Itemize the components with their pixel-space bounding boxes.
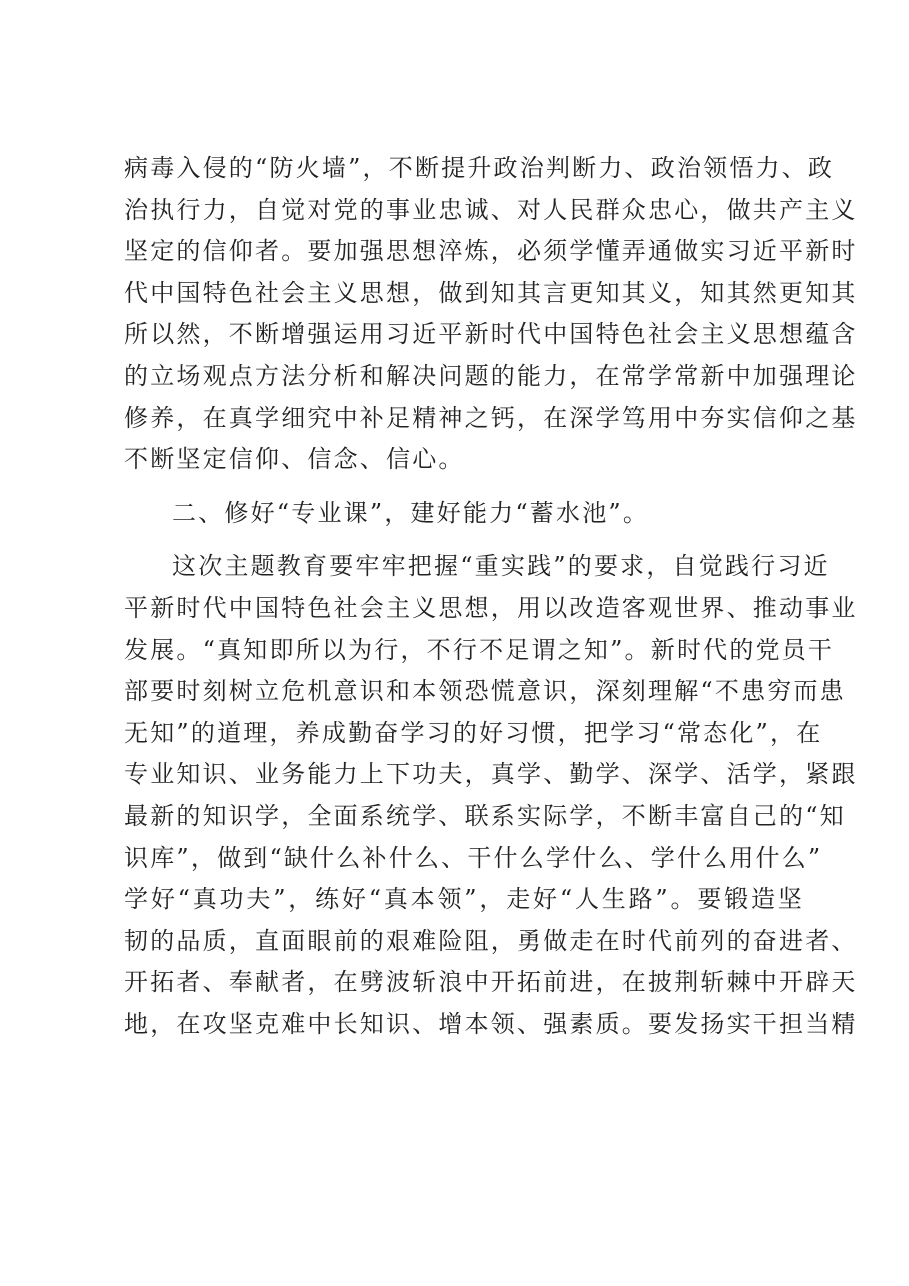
paragraph-line: 坚定的信仰者。要加强思想淬炼，必须学懂弄通做实习近平新时 bbox=[124, 237, 858, 266]
paragraph-line: 的立场观点方法分析和解决问题的能力，在常学常新中加强理论 bbox=[124, 361, 858, 390]
paragraph-line: 识库”，做到“缺什么补什么、干什么学什么、学什么用什么” bbox=[124, 843, 823, 872]
paragraph-line: 修养，在真学细究中补足精神之钙，在深学笃用中夯实信仰之基 bbox=[124, 403, 858, 432]
paragraph-line: 这次主题教育要牢牢把握“重实践”的要求，自觉践行习近 bbox=[172, 552, 830, 581]
paragraph-line: 代中国特色社会主义思想，做到知其言更知其义，知其然更知其 bbox=[124, 278, 858, 307]
paragraph-line: 学好“真功夫”，练好“真本领”，走好“人生路”。要锻造坚 bbox=[124, 885, 804, 914]
paragraph-line: 治执行力，自觉对党的事业忠诚、对人民群众忠心，做共产主义 bbox=[124, 195, 858, 224]
paragraph-line: 无知”的道理，养成勤奋学习的好习惯，把学习“常态化”，在 bbox=[124, 718, 823, 747]
paragraph-line: 病毒入侵的“防火墙”，不断提升政治判断力、政治领悟力、政 bbox=[124, 154, 835, 182]
paragraph-line: 地，在攻坚克难中长知识、增本领、强素质。要发扬实干担当精 bbox=[124, 1009, 858, 1038]
paragraph-1 bbox=[124, 148, 858, 481]
section-heading: 二、修好“专业课”，建好能力“蓄水池”。 bbox=[172, 498, 650, 527]
paragraph-line: 发展。“真知即所以为行，不行不足谓之知”。新时代的党员干 bbox=[124, 635, 835, 664]
paragraph-line: 所以然，不断增强运用习近平新时代中国特色社会主义思想蕴含 bbox=[124, 320, 858, 349]
document-body bbox=[124, 148, 858, 1045]
spacer bbox=[124, 534, 804, 546]
paragraph-line: 部要时刻树立危机意识和本领恐慌意识，深刻理解“不患穷而患 bbox=[124, 677, 846, 706]
spacer bbox=[124, 481, 804, 493]
paragraph-2 bbox=[124, 546, 858, 1045]
paragraph-line: 平新时代中国特色社会主义思想，用以改造客观世界、推动事业 bbox=[124, 593, 858, 622]
paragraph-line: 专业知识、业务能力上下功夫，真学、勤学、深学、活学，紧跟 bbox=[124, 760, 858, 789]
paragraph-line: 不断坚定信仰、信念、信心。 bbox=[124, 445, 465, 474]
paragraph-line: 开拓者、奉献者，在劈波斩浪中开拓前进，在披荆斩棘中开辟天 bbox=[124, 968, 858, 997]
paragraph-line: 韧的品质，直面眼前的艰难险阻，勇做走在时代前列的奋进者、 bbox=[124, 926, 858, 955]
paragraph-line: 最新的知识学，全面系统学、联系实际学，不断丰富自己的“知 bbox=[124, 801, 846, 830]
